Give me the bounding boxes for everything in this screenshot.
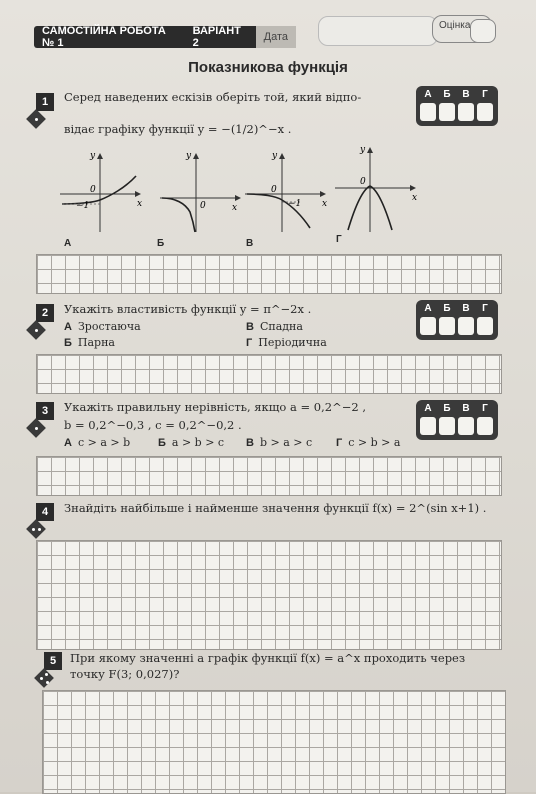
page-title: Показникова функція <box>188 59 348 76</box>
answer-letter-v: В <box>462 403 470 414</box>
answer-cell-b[interactable] <box>439 103 455 121</box>
axis-label-x: x <box>137 199 143 209</box>
answer-grid-q2[interactable] <box>36 354 502 394</box>
variant-label: ВАРІАНТ 2 <box>192 25 241 49</box>
answer-grid-q5[interactable] <box>42 690 506 794</box>
question-number-4: 4 <box>36 503 54 521</box>
answer-letter-a: А <box>424 403 432 414</box>
option-g: Г c > b > a <box>336 436 401 449</box>
option-v: В Спадна <box>246 320 303 333</box>
question-3-text-line2: b = 0,2^−0,3 , c = 0,2^−0,2 . <box>64 418 242 432</box>
answer-cell-g[interactable] <box>477 103 493 121</box>
question-number-5: 5 <box>44 652 62 670</box>
sketch-b[interactable] <box>160 151 240 232</box>
question-4-text: Знайдіть найбільше і найменше значення функції f(x) = 2^(sin x+1) . <box>64 501 487 515</box>
answer-letter-a: А <box>424 303 432 314</box>
difficulty-dot <box>38 528 41 531</box>
answer-letter-b: Б <box>443 303 451 314</box>
answer-letter-b: Б <box>443 89 451 100</box>
option-b: Б a > b > c <box>158 436 225 449</box>
axis-label-y: y <box>90 151 96 161</box>
grade-label: Оцінка <box>432 15 492 43</box>
answer-cell-g[interactable] <box>477 317 493 335</box>
answer-box-q1 <box>416 86 498 126</box>
difficulty-marker <box>34 668 54 688</box>
difficulty-dot <box>35 118 38 121</box>
axis-label-y: y <box>360 145 366 155</box>
answer-letter-g: Г <box>482 403 488 414</box>
question-number-2: 2 <box>36 304 54 322</box>
question-5-text-line1: При якому значенні a графік функції f(x) = a^x проходить через <box>70 651 466 665</box>
axis-label-x: x <box>322 199 328 209</box>
date-label: Дата <box>256 26 296 48</box>
question-2-text: Укажіть властивість функції y = π^−2x . <box>64 302 312 316</box>
axis-label-y: y <box>272 151 278 161</box>
answer-cell-v[interactable] <box>458 417 474 435</box>
answer-cell-g[interactable] <box>477 417 493 435</box>
graph-label-b: Б <box>157 238 165 249</box>
grade-field[interactable] <box>470 19 496 43</box>
question-3-text-line1: Укажіть правильну нерівність, якщо a = 0,2^−2 , <box>64 400 366 414</box>
answer-cell-a[interactable] <box>420 317 436 335</box>
difficulty-dot <box>45 673 48 676</box>
difficulty-dot <box>32 528 35 531</box>
sketch-a[interactable] <box>60 151 142 232</box>
answer-letter-a: А <box>424 89 432 100</box>
question-5-text-line2: точку F(3; 0,027)? <box>70 667 180 681</box>
answer-grid-q3[interactable] <box>36 456 502 496</box>
axis-label-x: x <box>412 193 418 203</box>
answer-grid-q1[interactable] <box>36 254 502 294</box>
difficulty-marker <box>26 519 46 539</box>
difficulty-dot <box>46 681 49 684</box>
question-1-text-line1: Серед наведених ескізів оберіть той, який відпо- <box>64 90 362 104</box>
answer-letter-g: Г <box>482 303 488 314</box>
option-v: В b > a > c <box>246 436 313 449</box>
answer-letter-v: В <box>462 89 470 100</box>
graph-label-v: В <box>246 238 254 249</box>
date-field[interactable] <box>318 16 438 46</box>
tick-zero: 0 <box>90 185 96 195</box>
sketch-g[interactable] <box>335 145 417 232</box>
tick-zero: 0 <box>271 185 277 195</box>
answer-cell-a[interactable] <box>420 103 436 121</box>
tick-zero: 0 <box>200 201 206 211</box>
answer-letter-b: Б <box>443 403 451 414</box>
option-g: Г Періодична <box>246 336 327 349</box>
option-b: Б Парна <box>64 336 115 349</box>
answer-box-q3 <box>416 400 498 440</box>
axis-label-x: x <box>232 203 238 213</box>
work-title: САМОСТІЙНА РОБОТА № 1 <box>42 25 166 49</box>
answer-cell-v[interactable] <box>458 103 474 121</box>
header-bar <box>34 26 296 48</box>
graph-label-a: А <box>64 238 72 249</box>
difficulty-dot <box>35 427 38 430</box>
graph-label-g: Г <box>336 234 342 245</box>
option-a: А c > a > b <box>64 436 131 449</box>
axis-label-y: y <box>186 151 192 161</box>
answer-cell-a[interactable] <box>420 417 436 435</box>
difficulty-dot <box>35 329 38 332</box>
answer-cell-b[interactable] <box>439 417 455 435</box>
tick-minus-one: −1 <box>288 199 302 209</box>
answer-letter-v: В <box>462 303 470 314</box>
answer-cell-v[interactable] <box>458 317 474 335</box>
difficulty-dot <box>40 677 43 680</box>
question-number-1: 1 <box>36 93 54 111</box>
answer-box-q2 <box>416 300 498 340</box>
sketch-v[interactable] <box>245 151 327 232</box>
tick-minus-one: −1 <box>76 201 90 211</box>
function-sketches <box>40 140 440 235</box>
answer-cell-b[interactable] <box>439 317 455 335</box>
answer-grid-q4[interactable] <box>36 540 502 650</box>
answer-letter-g: Г <box>482 89 488 100</box>
question-number-3: 3 <box>36 402 54 420</box>
question-1-text-line2: відає графіку функції y = −(1/2)^−x . <box>64 122 292 136</box>
option-a: А Зростаюча <box>64 320 141 333</box>
tick-zero: 0 <box>360 177 366 187</box>
